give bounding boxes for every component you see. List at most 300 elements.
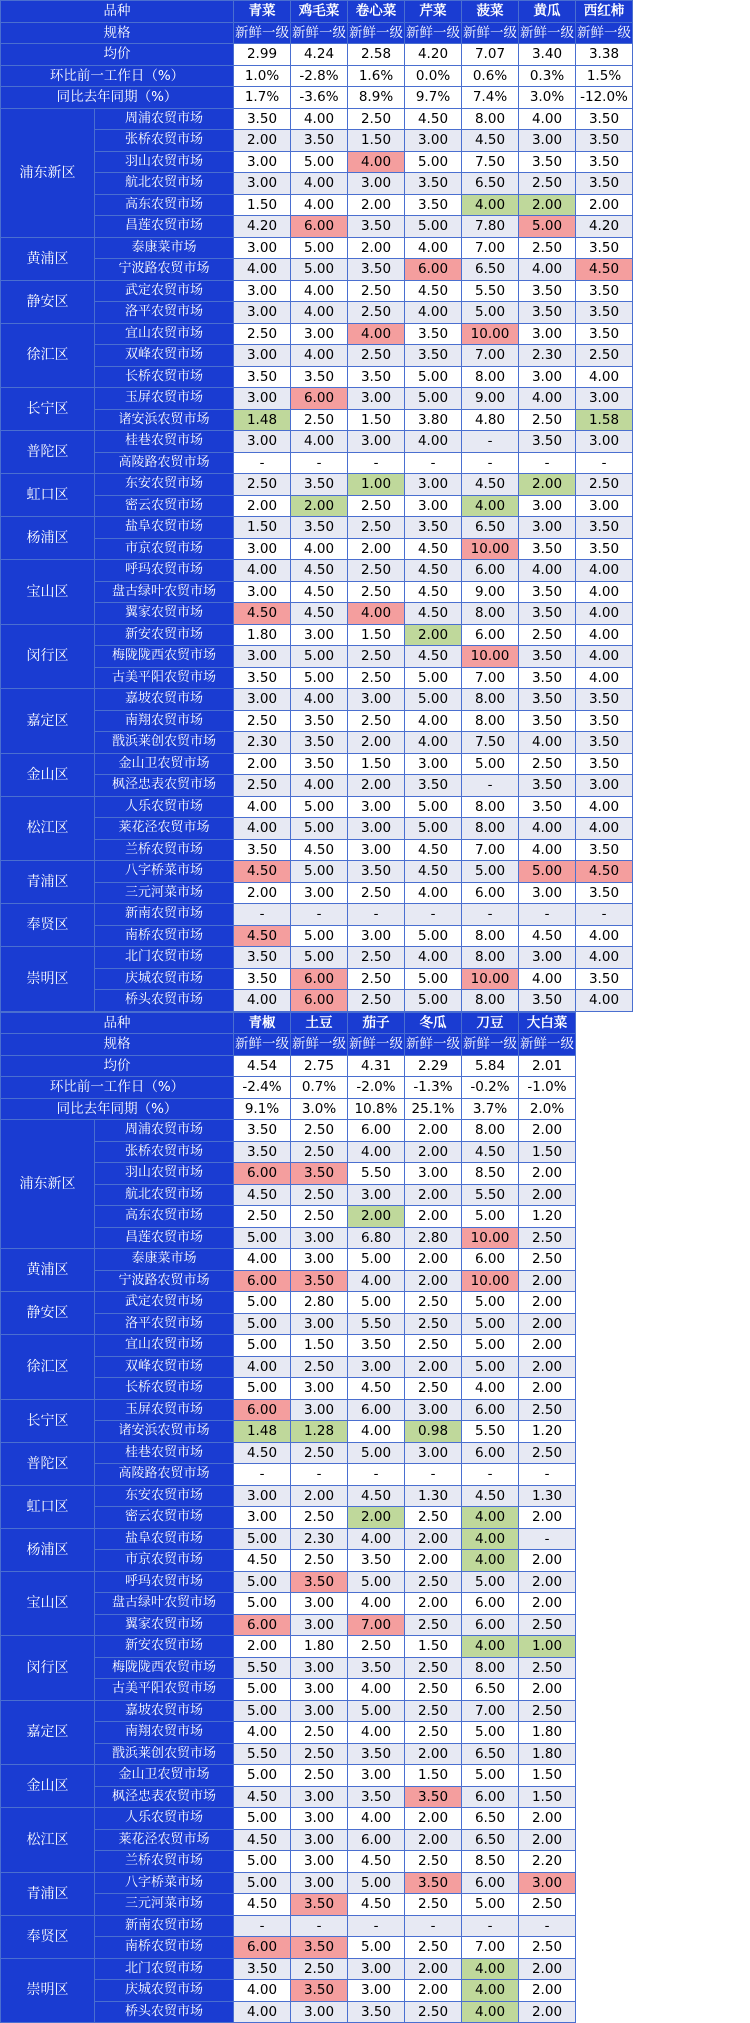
price-cell: 1.50 (405, 1636, 462, 1658)
price-cell: 2.00 (405, 1550, 462, 1572)
price-cell: 3.00 (348, 1356, 405, 1378)
market-name: 密云农贸市场 (95, 1507, 234, 1529)
empty-cell (576, 1507, 633, 1529)
empty-cell (576, 1593, 633, 1615)
empty-cell (576, 1614, 633, 1636)
price-cell: 5.00 (291, 861, 348, 883)
price-cell: 2.00 (519, 1356, 576, 1378)
price-cell: 3.00 (291, 1829, 348, 1851)
market-row (1, 108, 633, 130)
price-cell: 3.50 (519, 689, 576, 711)
price-cell: 2.00 (348, 1206, 405, 1228)
market-name: 新安农贸市场 (95, 624, 234, 646)
price-cell: 4.00 (519, 818, 576, 840)
price-cell: 4.50 (576, 259, 633, 281)
price-cell: 3.50 (576, 280, 633, 302)
market-row (1, 517, 633, 539)
price-cell: 2.00 (519, 1808, 576, 1830)
price-cell: 5.00 (462, 1356, 519, 1378)
market-name: 东安农贸市场 (95, 1485, 234, 1507)
price-cell: 2.80 (291, 1292, 348, 1314)
price-cell: 2.00 (405, 1593, 462, 1615)
price-cell: 5.50 (462, 1184, 519, 1206)
summary-row (1, 1055, 633, 1077)
price-cell: 4.00 (462, 1550, 519, 1572)
price-cell: 3.50 (291, 366, 348, 388)
price-cell: 6.50 (462, 1829, 519, 1851)
price-cell: 8.00 (462, 947, 519, 969)
price-cell: 8.00 (462, 925, 519, 947)
price-cell: 7.00 (462, 237, 519, 259)
price-table (0, 0, 633, 1012)
price-cell: 1.30 (519, 1485, 576, 1507)
spec-header: 新鲜一级 (348, 1034, 405, 1056)
price-cell: 2.50 (234, 323, 291, 345)
price-cell: 2.00 (234, 753, 291, 775)
price-cell: 4.00 (519, 259, 576, 281)
summary-value: 4.54 (234, 1055, 291, 1077)
market-name: 宁波路农贸市场 (95, 259, 234, 281)
price-cell: 7.80 (462, 216, 519, 238)
empty-cell (576, 1335, 633, 1357)
price-cell: 4.00 (234, 1722, 291, 1744)
district-label: 徐汇区 (1, 323, 95, 388)
summary-value: 1.0% (234, 65, 291, 87)
price-cell: 3.50 (576, 968, 633, 990)
price-cell: 3.50 (576, 839, 633, 861)
price-cell: 3.00 (291, 1657, 348, 1679)
price-cell: 6.50 (462, 517, 519, 539)
price-cell: 3.80 (405, 409, 462, 431)
price-cell: 4.00 (576, 667, 633, 689)
empty-cell (576, 1442, 633, 1464)
price-cell: 5.00 (291, 646, 348, 668)
market-row (1, 1378, 633, 1400)
price-cell: 7.00 (462, 1700, 519, 1722)
summary-value: 2.0% (519, 1098, 576, 1120)
price-cell: 8.00 (462, 990, 519, 1012)
market-name: 宁波路农贸市场 (95, 1270, 234, 1292)
price-cell: 4.00 (291, 538, 348, 560)
price-cell: 4.00 (291, 689, 348, 711)
item-header: 茄子 (348, 1012, 405, 1034)
price-cell: 5.00 (291, 796, 348, 818)
price-cell: 4.00 (348, 1528, 405, 1550)
price-cell: 2.50 (405, 2001, 462, 2023)
district-label: 宝山区 (1, 1571, 95, 1636)
price-cell: 2.50 (405, 1700, 462, 1722)
price-cell: - (291, 452, 348, 474)
price-cell: 3.00 (519, 517, 576, 539)
price-cell: 4.00 (348, 1722, 405, 1744)
price-cell: 1.50 (234, 517, 291, 539)
price-cell: 5.00 (291, 667, 348, 689)
market-name: 玉屏农贸市场 (95, 388, 234, 410)
empty-cell (576, 1636, 633, 1658)
market-row (1, 796, 633, 818)
empty-cell (576, 1077, 633, 1099)
price-cell: 5.00 (405, 388, 462, 410)
price-cell: 3.00 (576, 775, 633, 797)
price-cell: 4.00 (576, 947, 633, 969)
market-name: 高陵路农贸市场 (95, 1464, 234, 1486)
price-cell: 3.50 (348, 1550, 405, 1572)
price-cell: 4.00 (462, 1636, 519, 1658)
price-cell: 4.00 (291, 431, 348, 453)
price-cell: 4.50 (405, 108, 462, 130)
price-cell: 10.00 (462, 538, 519, 560)
price-cell: 3.00 (291, 1399, 348, 1421)
district-label: 浦东新区 (1, 108, 95, 237)
price-cell: 2.00 (519, 1184, 576, 1206)
price-cell: 8.00 (462, 603, 519, 625)
price-cell: 4.00 (462, 1528, 519, 1550)
price-cell: 4.00 (291, 173, 348, 195)
item-header: 鸡毛菜 (291, 1, 348, 23)
market-name: 人乐农贸市场 (95, 796, 234, 818)
price-cell: 4.00 (519, 839, 576, 861)
price-cell: 2.00 (519, 2001, 576, 2023)
variety-header-label: 品种 (1, 1012, 234, 1034)
price-cell: 3.00 (348, 1184, 405, 1206)
price-cell: 3.00 (234, 345, 291, 367)
price-cell: 1.00 (519, 1636, 576, 1658)
price-cell: 6.00 (291, 388, 348, 410)
price-cell: 10.00 (462, 1227, 519, 1249)
market-name: 宜山农贸市场 (95, 1335, 234, 1357)
price-cell: 5.00 (405, 667, 462, 689)
district-label: 奉贤区 (1, 1915, 95, 1958)
price-cell: 4.50 (234, 861, 291, 883)
price-cell: 3.50 (405, 194, 462, 216)
price-cell: 3.50 (234, 366, 291, 388)
price-cell: 7.00 (462, 345, 519, 367)
price-cell: 2.00 (405, 1356, 462, 1378)
price-cell: 2.00 (519, 1571, 576, 1593)
price-cell: 2.00 (519, 1292, 576, 1314)
empty-cell (576, 1937, 633, 1959)
price-cell: 4.00 (576, 646, 633, 668)
price-cell: 4.50 (405, 560, 462, 582)
market-name: 洛平农贸市场 (95, 302, 234, 324)
price-cell: 4.00 (519, 388, 576, 410)
price-cell: 2.20 (519, 1851, 576, 1873)
market-row (1, 1808, 633, 1830)
empty-cell (576, 1399, 633, 1421)
price-cell: 10.00 (462, 323, 519, 345)
price-cell: 2.50 (405, 1657, 462, 1679)
district-label: 奉贤区 (1, 904, 95, 947)
price-cell: 6.00 (462, 1399, 519, 1421)
price-cell: 2.00 (519, 1550, 576, 1572)
price-cell: 5.50 (462, 280, 519, 302)
empty-cell (576, 1378, 633, 1400)
market-name: 玉屏农贸市场 (95, 1399, 234, 1421)
price-cell: 2.50 (348, 947, 405, 969)
price-cell: 3.50 (291, 474, 348, 496)
summary-value: 3.40 (519, 44, 576, 66)
price-cell: 3.00 (348, 1958, 405, 1980)
price-cell: 2.50 (519, 1657, 576, 1679)
price-cell: 4.00 (519, 108, 576, 130)
spec-header: 新鲜一级 (519, 22, 576, 44)
empty-cell (576, 1571, 633, 1593)
item-header: 菠菜 (462, 1, 519, 23)
price-cell: 4.00 (234, 560, 291, 582)
price-cell: 5.50 (234, 1743, 291, 1765)
price-cell: - (576, 904, 633, 926)
price-cell: 3.50 (348, 366, 405, 388)
empty-cell (576, 1700, 633, 1722)
price-cell: 3.50 (291, 710, 348, 732)
summary-value: 3.38 (576, 44, 633, 66)
price-cell: 3.50 (234, 108, 291, 130)
district-label: 虹口区 (1, 474, 95, 517)
price-cell: 4.00 (234, 2001, 291, 2023)
empty-cell (576, 1141, 633, 1163)
summary-label: 环比前一工作日（%） (1, 65, 234, 87)
price-cell: 2.50 (519, 1700, 576, 1722)
market-name: 新安农贸市场 (95, 1636, 234, 1658)
price-cell: 4.00 (405, 947, 462, 969)
price-cell: 4.00 (348, 1593, 405, 1615)
price-cell: 1.50 (348, 130, 405, 152)
price-cell: - (405, 1464, 462, 1486)
price-cell: 4.00 (405, 302, 462, 324)
market-row (1, 173, 633, 195)
price-cell: 4.00 (291, 775, 348, 797)
market-row (1, 581, 633, 603)
price-cell: 3.50 (519, 990, 576, 1012)
price-cell: 2.50 (405, 1851, 462, 1873)
market-row (1, 345, 633, 367)
summary-row (1, 87, 633, 109)
market-row (1, 1593, 633, 1615)
price-cell: 5.00 (462, 1335, 519, 1357)
empty-cell (576, 1528, 633, 1550)
price-cell: 6.00 (462, 1614, 519, 1636)
summary-value: -2.4% (234, 1077, 291, 1099)
spec-header-label: 规格 (1, 1034, 234, 1056)
price-cell: 5.00 (519, 216, 576, 238)
price-cell: 3.00 (348, 173, 405, 195)
price-cell: 5.00 (462, 1722, 519, 1744)
summary-value: 4.24 (291, 44, 348, 66)
header-row-variety (1, 1, 633, 23)
price-cell: 3.00 (291, 882, 348, 904)
price-cell: 2.00 (405, 624, 462, 646)
empty-cell (576, 1958, 633, 1980)
market-row (1, 1528, 633, 1550)
price-cell: 3.00 (519, 130, 576, 152)
empty-cell (576, 1894, 633, 1916)
price-cell: 5.00 (462, 302, 519, 324)
summary-value: 3.7% (462, 1098, 519, 1120)
price-cell: 4.20 (234, 216, 291, 238)
price-cell: 2.50 (291, 1958, 348, 1980)
market-name: 嘉坡农贸市场 (95, 1700, 234, 1722)
market-row (1, 1227, 633, 1249)
price-cell: 3.00 (234, 538, 291, 560)
price-cell: 2.50 (234, 775, 291, 797)
price-cell: 3.50 (291, 1571, 348, 1593)
summary-value: 4.31 (348, 1055, 405, 1077)
price-cell: 1.00 (348, 474, 405, 496)
market-row (1, 1636, 633, 1658)
market-row (1, 1937, 633, 1959)
empty-cell (576, 1722, 633, 1744)
empty-cell (576, 1679, 633, 1701)
summary-label: 环比前一工作日（%） (1, 1077, 234, 1099)
empty-cell (576, 1012, 633, 1034)
price-cell: 4.00 (348, 1421, 405, 1443)
price-cell: 3.50 (405, 517, 462, 539)
price-cell: 3.00 (234, 689, 291, 711)
price-cell: 10.00 (462, 1270, 519, 1292)
market-row (1, 409, 633, 431)
price-cell: 2.00 (519, 1679, 576, 1701)
market-row (1, 216, 633, 238)
price-cell: 3.00 (291, 2001, 348, 2023)
price-cell: 5.00 (234, 1335, 291, 1357)
price-cell: 3.50 (405, 1786, 462, 1808)
price-cell: 4.00 (519, 968, 576, 990)
market-name: 北门农贸市场 (95, 1958, 234, 1980)
market-name: 南桥农贸市场 (95, 925, 234, 947)
market-name: 昌莲农贸市场 (95, 1227, 234, 1249)
market-name: 梅陇陇西农贸市场 (95, 646, 234, 668)
price-cell: 3.00 (291, 323, 348, 345)
price-cell: 4.20 (576, 216, 633, 238)
price-cell: - (291, 1915, 348, 1937)
price-cell: 1.48 (234, 409, 291, 431)
market-name: 呼玛农贸市场 (95, 560, 234, 582)
price-cell: 5.00 (348, 1937, 405, 1959)
price-cell: 6.00 (348, 1120, 405, 1142)
item-header: 大白菜 (519, 1012, 576, 1034)
price-cell: 3.00 (405, 1399, 462, 1421)
summary-value: -0.2% (462, 1077, 519, 1099)
market-name: 庆城农贸市场 (95, 1980, 234, 2002)
summary-value: 9.7% (405, 87, 462, 109)
district-label: 青浦区 (1, 861, 95, 904)
price-cell: 5.00 (405, 818, 462, 840)
price-cell: 2.00 (519, 1270, 576, 1292)
price-cell: 6.00 (234, 1399, 291, 1421)
price-cell: 2.50 (291, 1356, 348, 1378)
price-cell: 6.00 (234, 1270, 291, 1292)
price-cell: 2.50 (291, 1743, 348, 1765)
price-cell: 1.50 (405, 1765, 462, 1787)
market-row (1, 646, 633, 668)
price-cell: 3.00 (405, 130, 462, 152)
market-name: 航北农贸市场 (95, 173, 234, 195)
price-cell: 3.00 (291, 1614, 348, 1636)
price-cell: 3.50 (234, 947, 291, 969)
market-row (1, 1679, 633, 1701)
market-name: 宜山农贸市场 (95, 323, 234, 345)
market-name: 双峰农贸市场 (95, 345, 234, 367)
price-cell: 2.50 (348, 495, 405, 517)
price-cell: 7.50 (462, 732, 519, 754)
market-row (1, 1958, 633, 1980)
price-cell: 3.50 (576, 151, 633, 173)
market-name: 古美平阳农贸市场 (95, 667, 234, 689)
market-row (1, 1786, 633, 1808)
price-cell: 4.00 (234, 818, 291, 840)
price-cell: 5.50 (348, 1163, 405, 1185)
price-cell: 2.50 (348, 517, 405, 539)
price-cell: 4.50 (234, 925, 291, 947)
price-cell: 8.00 (462, 366, 519, 388)
price-cell: 2.30 (234, 732, 291, 754)
market-row (1, 732, 633, 754)
price-cell: 2.00 (519, 1958, 576, 1980)
price-cell: 3.50 (519, 538, 576, 560)
price-cell: 8.00 (462, 1120, 519, 1142)
price-cell: 4.00 (348, 603, 405, 625)
price-cell: 3.00 (348, 925, 405, 947)
price-cell: 5.00 (348, 1700, 405, 1722)
price-cell: 10.00 (462, 968, 519, 990)
market-row (1, 1356, 633, 1378)
market-row (1, 882, 633, 904)
market-name: 高陵路农贸市场 (95, 452, 234, 474)
price-cell: 3.00 (348, 839, 405, 861)
district-label: 黄浦区 (1, 237, 95, 280)
item-header: 刀豆 (462, 1012, 519, 1034)
price-cell: 3.00 (519, 366, 576, 388)
price-cell: - (348, 1464, 405, 1486)
price-cell: 2.50 (348, 302, 405, 324)
market-row (1, 1399, 633, 1421)
price-cell: 3.50 (519, 775, 576, 797)
market-row (1, 1249, 633, 1271)
market-name: 三元河菜市场 (95, 882, 234, 904)
district-label: 静安区 (1, 1292, 95, 1335)
price-cell: 2.50 (519, 1249, 576, 1271)
district-label: 嘉定区 (1, 1700, 95, 1765)
market-row (1, 1872, 633, 1894)
market-name: 翼家农贸市场 (95, 1614, 234, 1636)
price-cell: 4.00 (405, 237, 462, 259)
district-label: 杨浦区 (1, 1528, 95, 1571)
district-label: 黄浦区 (1, 1249, 95, 1292)
price-cell: 2.50 (519, 1227, 576, 1249)
spec-header: 新鲜一级 (291, 1034, 348, 1056)
price-cell: 3.50 (405, 323, 462, 345)
price-cell: 2.50 (519, 624, 576, 646)
price-cell: 4.50 (462, 1141, 519, 1163)
price-cell: 4.00 (519, 560, 576, 582)
price-cell: 2.00 (405, 1141, 462, 1163)
price-cell: - (348, 1915, 405, 1937)
price-cell: 4.00 (291, 280, 348, 302)
price-cell: 4.00 (348, 1270, 405, 1292)
price-cell: 2.00 (405, 1743, 462, 1765)
price-cell: 3.50 (291, 732, 348, 754)
price-cell: 4.00 (234, 1980, 291, 2002)
summary-value: 3.0% (291, 1098, 348, 1120)
price-cell: 3.50 (576, 323, 633, 345)
district-label: 宝山区 (1, 560, 95, 625)
price-cell: 5.00 (234, 1872, 291, 1894)
summary-value: 4.20 (405, 44, 462, 66)
market-row (1, 560, 633, 582)
price-cell: 4.00 (348, 151, 405, 173)
price-cell: 1.50 (348, 409, 405, 431)
price-cell: 4.50 (462, 474, 519, 496)
